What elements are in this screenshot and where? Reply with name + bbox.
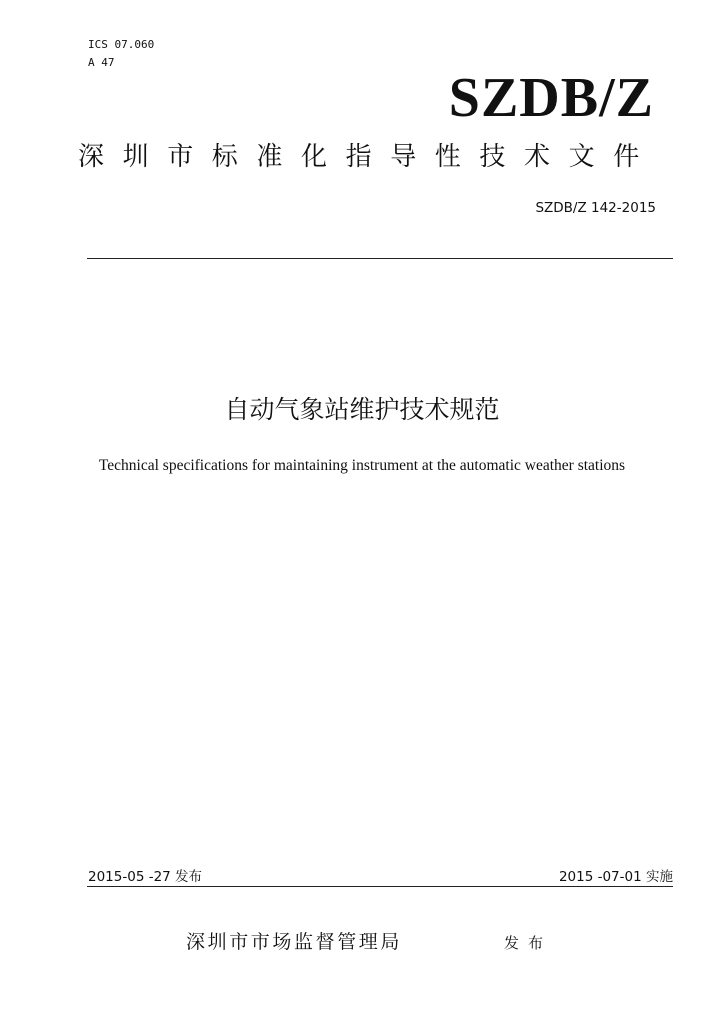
standard-brand-mark: SZDB/Z <box>448 67 654 129</box>
document-number: SZDB/Z 142-2015 <box>535 200 656 216</box>
top-divider <box>87 258 673 259</box>
issue-date: 2015-05 -27 发布 <box>88 869 203 885</box>
ics-code: ICS 07.060 <box>88 38 155 51</box>
publish-label: 发布 <box>504 934 553 952</box>
issuing-authority: 深圳市市场监督管理局 <box>186 931 403 953</box>
bottom-divider <box>87 886 673 887</box>
implementation-date: 2015 -07-01 实施 <box>558 869 673 885</box>
title-chinese: 自动气象站维护技术规范 <box>224 395 500 424</box>
document-type: 深圳市标准化指导性技术文件 <box>78 142 658 172</box>
title-english: Technical specifications for maintaining instrument at the automatic weather stations <box>98 457 626 474</box>
ccs-code: A 47 <box>88 56 115 69</box>
